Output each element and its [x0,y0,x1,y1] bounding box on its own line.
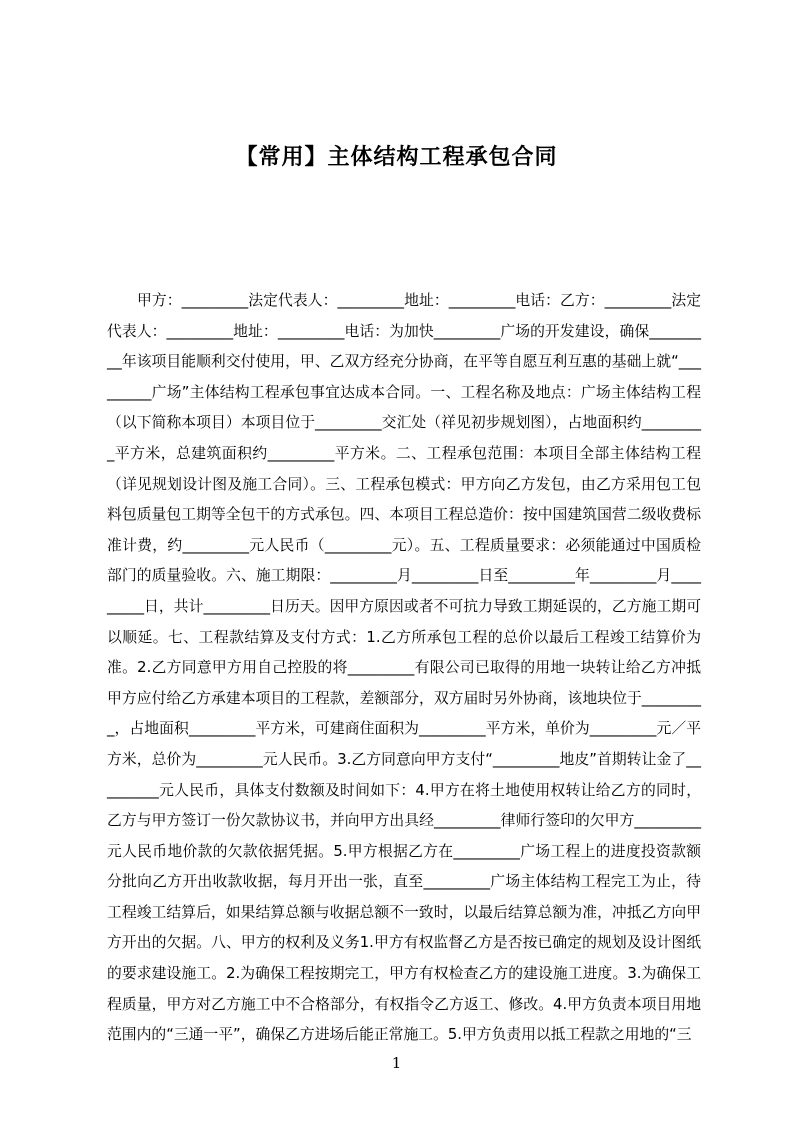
page-number: 1 [391,1054,402,1072]
contract-body-text: 甲方：_________法定代表人：_________地址：_________电话：乙方：_________法定代表人：_________地址：_________电话：为加快_________广场的开发建设，确保_________年该项目能顺利交付使用，甲、乙双方经充分协商，在平等自愿互利互惠的基础上就“_________广场”主体结构工程承包事宜达成本合同。一、工程名称及地点：广场主体结构工程（以下简称本项目）本项目位于_________交汇处（祥见初步规划图），占地面积约_________平方米，总建筑面积约_________平方米。二、工程承包范围：本项目全部主体结构工程（详见规划设计图及施工合同）。三、工程承包模式：甲方向乙方发包，由乙方采用包工包料包质量包工期等全包干的方式承包。四、本项目工程总造价：按中国建筑国营二级收费标准计费，约_________元人民币（_________元）。五、工程质量要求：必须能通过中国质检部门的质量验收。六、施工期限：_________月_________日至_________年_________月_________日，共计_________日历天。因甲方原因或者不可抗力导致工期延误的，乙方施工期可以顺延。七、工程款结算及支付方式：1.乙方所承包工程的总价以最后工程竣工结算价为准。2.乙方同意甲方用自己控股的将_________有限公司已取得的用地一块转让给乙方冲抵甲方应付给乙方承建本项目的工程款，差额部分，双方届时另外协商，该地块位于_________，占地面积_________平方米，可建商住面积为_________平方米，单价为_________元／平方米，总价为_________元人民币。3.乙方同意向甲方支付“_________地皮”首期转让金了_________元人民币，具体支付数额及时间如下：4.甲方在将土地使用权转让给乙方的同时，乙方与甲方签订一份欠款协议书，并向甲方出具经_________律师行签印的欠甲方_________元人民币地价款的欠款依据凭据。5.甲方根据乙方在_________广场工程上的进度投资款额分批向乙方开出收款收据，每月开出一张，直至_________广场主体结构工程完工为止，待工程竣工结算后，如果结算总额与收据总额不一致时，以最后结算总额为准，冲抵乙方向甲方开出的欠据。八、甲方的权利及义务1.甲方有权监督乙方是否按已确定的规划及设计图纸的要求建设施工。2.为确保工程按期完工，甲方有权检查乙方的建设施工进度。3.为确保工程质量，甲方对乙方施工中不合格部分，有权指令乙方返工、修改。4.甲方负责本项目用地范围内的“三通一平”，确保乙方进场后能正常施工。5.甲方负责用以抵工程款之用地的“三 [107,292,701,1044]
document-title: 【常用】主体结构工程承包合同 [235,145,558,170]
